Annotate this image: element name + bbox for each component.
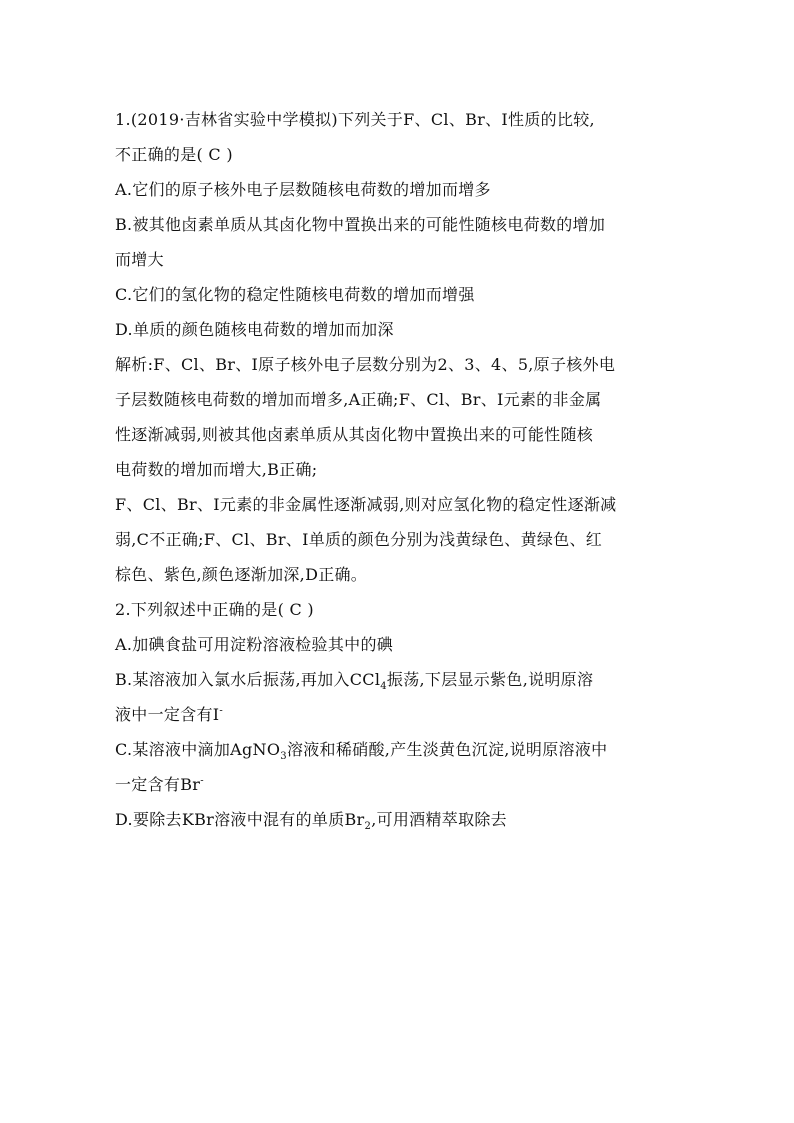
question-2-option-b-text: 液中一定含有I bbox=[115, 705, 220, 724]
question-2-option-c-line-1 bbox=[115, 732, 695, 767]
question-1-analysis-line: 解析:F、Cl、Br、I原子核外电子层数分别为2、3、4、5,原子核外电 bbox=[115, 355, 616, 374]
br2-subscript: 2 bbox=[364, 821, 372, 833]
document-page bbox=[115, 102, 695, 837]
question-2-option-b-text-before: B.某溶液加入氯水后振荡,再加入CCl bbox=[115, 670, 381, 689]
question-2-option-d-text-before: D.要除去KBr溶液中混有的单质Br bbox=[115, 810, 365, 829]
question-1-analysis-line: 性逐渐减弱,则被其他卤素单质从其卤化物中置换出来的可能性随核 bbox=[115, 425, 594, 444]
question-2-option-c-text-after: 溶液和稀硝酸,产生淡黄色沉淀,说明原溶液中 bbox=[286, 740, 608, 759]
question-2-stem: 2.下列叙述中正确的是( C ) bbox=[115, 600, 314, 619]
question-2-option-b-line-2 bbox=[115, 697, 695, 732]
question-1-option-b-line-2: 而增大 bbox=[115, 250, 164, 269]
question-1-option-b-line-1: B.被其他卤素单质从其卤化物中置换出来的可能性随核电荷数的增加 bbox=[115, 215, 606, 234]
question-2-option-b-line-1 bbox=[115, 662, 695, 697]
question-2-option-d bbox=[115, 802, 695, 837]
question-2-option-b-text-after: 振荡,下层显示紫色,说明原溶 bbox=[386, 670, 594, 689]
question-1-analysis-line: 弱,C不正确;F、Cl、Br、I单质的颜色分别为浅黄绿色、黄绿色、红 bbox=[115, 530, 603, 549]
question-1-option-c: C.它们的氢化物的稳定性随核电荷数的增加而增强 bbox=[115, 285, 475, 304]
question-1-stem-line-2: 不正确的是( C ) bbox=[115, 145, 233, 164]
ccl4-subscript: 4 bbox=[380, 681, 387, 693]
iodide-charge-superscript: - bbox=[219, 705, 224, 717]
question-1-stem-line-1: 1.(2019·吉林省实验中学模拟)下列关于F、Cl、Br、I性质的比较, bbox=[115, 110, 595, 129]
question-2-option-c-text: 一定含有Br bbox=[115, 775, 201, 794]
question-1-analysis-line: 电荷数的增加而增大,B正确; bbox=[115, 460, 318, 479]
question-1-analysis-line: F、Cl、Br、I元素的非金属性逐渐减弱,则对应氢化物的稳定性逐渐减 bbox=[115, 495, 617, 514]
question-2-option-c-text-before: C.某溶液中滴加AgNO bbox=[115, 740, 281, 759]
bromide-charge-superscript: - bbox=[200, 775, 204, 787]
question-2-option-d-text-after: ,可用酒精萃取除去 bbox=[371, 810, 507, 829]
question-2-option-a: A.加碘食盐可用淀粉溶液检验其中的碘 bbox=[115, 635, 394, 654]
question-1-option-a: A.它们的原子核外电子层数随核电荷数的增加而增多 bbox=[115, 180, 491, 199]
question-1-analysis-line: 子层数随核电荷数的增加而增多,A正确;F、Cl、Br、I元素的非金属 bbox=[115, 390, 602, 409]
question-2-option-c-line-2 bbox=[115, 767, 695, 802]
question-1-option-d: D.单质的颜色随核电荷数的增加而加深 bbox=[115, 320, 394, 339]
agno3-subscript: 3 bbox=[280, 751, 287, 763]
question-1-analysis-line: 棕色、紫色,颜色逐渐加深,D正确。 bbox=[115, 565, 368, 584]
